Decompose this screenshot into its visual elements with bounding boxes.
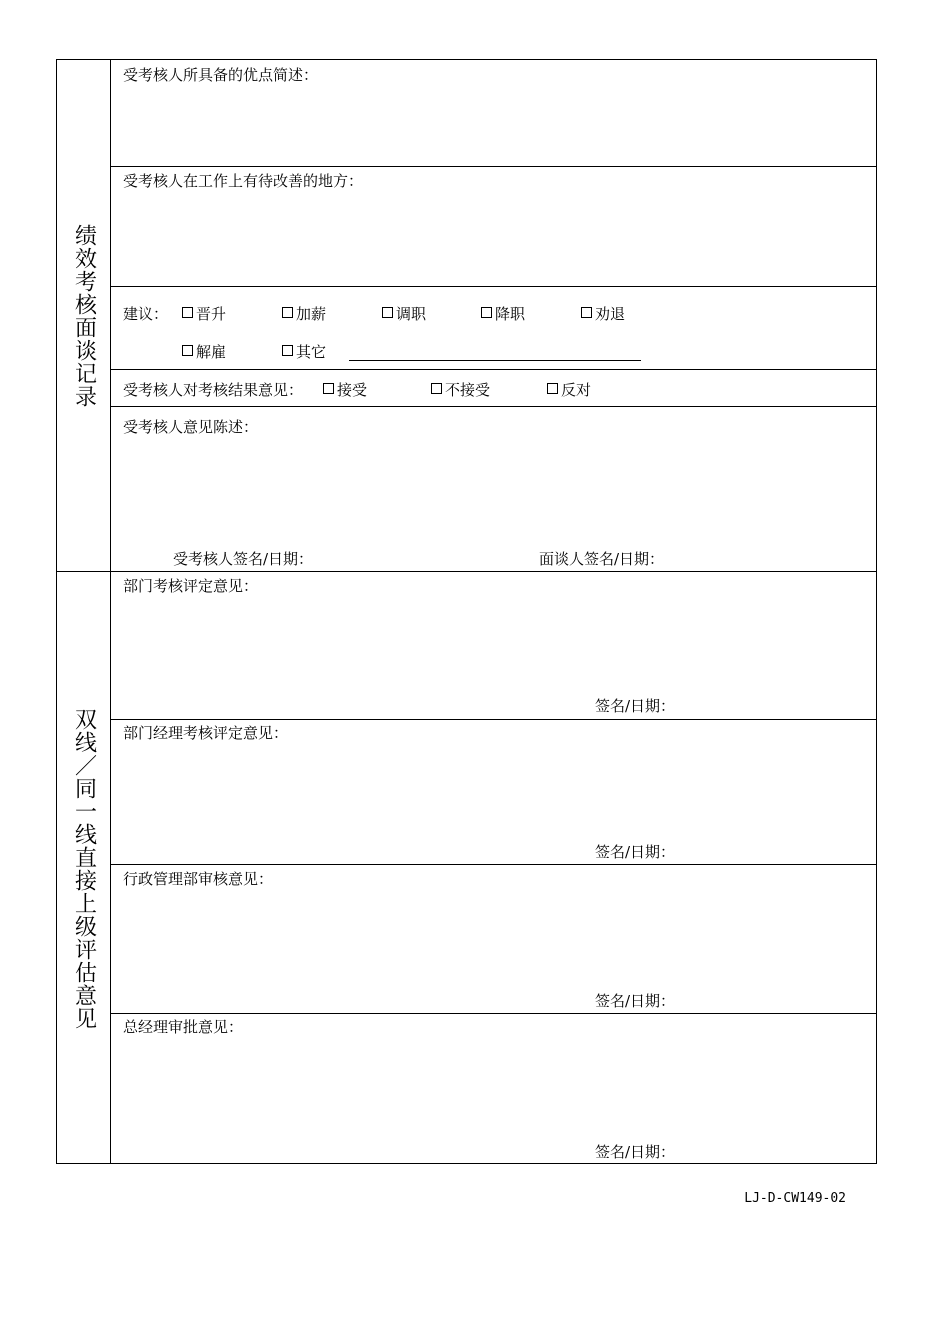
- evaluation-form: [56, 59, 877, 1164]
- section2-side-label: 双线／同一线直接上级评估意见: [71, 707, 97, 1030]
- checkbox-square: [282, 345, 293, 356]
- suggestion-raise-checkbox[interactable]: 加薪: [282, 303, 326, 324]
- row-divider: [110, 166, 876, 167]
- suggestion-other-checkbox[interactable]: 其它: [282, 341, 326, 362]
- checkbox-square: [581, 307, 592, 318]
- checkbox-square: [431, 383, 442, 394]
- checkbox-square: [382, 307, 393, 318]
- manager-eval-signature: 签名/日期：: [595, 843, 676, 861]
- checkbox-square: [182, 345, 193, 356]
- strengths-label: 受考核人所具备的优点简述：: [123, 66, 319, 84]
- dept-eval-signature: 签名/日期：: [595, 697, 676, 715]
- checkbox-square: [182, 307, 193, 318]
- other-underline[interactable]: [349, 360, 641, 361]
- opinion-label: 受考核人对考核结果意见：: [123, 381, 304, 399]
- row-divider: [110, 406, 876, 407]
- suggestion-demote-checkbox[interactable]: 降职: [481, 303, 525, 324]
- suggestion-resign-checkbox[interactable]: 劝退: [581, 303, 625, 324]
- improvement-label: 受考核人在工作上有待改善的地方：: [123, 172, 364, 190]
- checkbox-square: [481, 307, 492, 318]
- column-divider: [110, 60, 111, 1163]
- row-divider: [110, 1013, 876, 1014]
- gm-approval-signature: 签名/日期：: [595, 1143, 676, 1161]
- employee-signature-label: 受考核人签名/日期：: [173, 550, 314, 568]
- admin-review-label: 行政管理部审核意见：: [123, 870, 274, 888]
- statement-label: 受考核人意见陈述：: [123, 418, 259, 436]
- gm-approval-label: 总经理审批意见：: [123, 1018, 244, 1036]
- checkbox-square: [282, 307, 293, 318]
- section1-side-label: 绩效考核面谈记录: [71, 224, 97, 408]
- row-divider: [110, 286, 876, 287]
- document-code: LJ-D-CW149-02: [744, 1191, 846, 1206]
- interviewer-signature-label: 面谈人签名/日期：: [539, 550, 665, 568]
- row-divider: [110, 369, 876, 370]
- row-divider: [110, 864, 876, 865]
- suggestion-transfer-checkbox[interactable]: 调职: [382, 303, 426, 324]
- section-divider: [57, 571, 876, 572]
- opinion-reject-checkbox[interactable]: 不接受: [431, 379, 490, 400]
- opinion-accept-checkbox[interactable]: 接受: [323, 379, 367, 400]
- checkbox-square: [323, 383, 334, 394]
- suggestion-dismiss-checkbox[interactable]: 解雇: [182, 341, 226, 362]
- checkbox-square: [547, 383, 558, 394]
- suggestion-label: 建议：: [123, 305, 169, 323]
- admin-review-signature: 签名/日期：: [595, 992, 676, 1010]
- opinion-oppose-checkbox[interactable]: 反对: [547, 379, 591, 400]
- manager-eval-label: 部门经理考核评定意见：: [123, 724, 289, 742]
- dept-eval-label: 部门考核评定意见：: [123, 577, 259, 595]
- suggestion-promote-checkbox[interactable]: 晋升: [182, 303, 226, 324]
- row-divider: [110, 719, 876, 720]
